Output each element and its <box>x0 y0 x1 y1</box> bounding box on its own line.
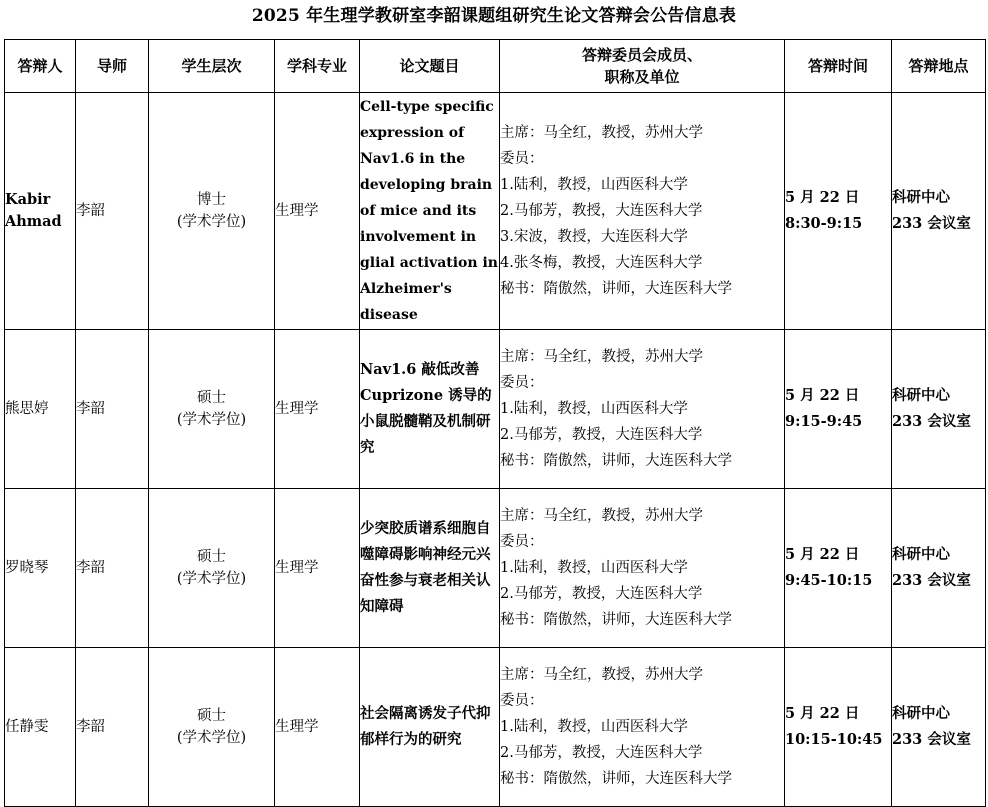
student-name-cell <box>5 93 76 330</box>
advisor-cell: 李韶 <box>76 330 149 489</box>
committee-secretary: 秘书：隋傲然，讲师，大连医科大学 <box>500 453 732 469</box>
header-time: 答辩时间 <box>785 40 892 93</box>
defense-location-cell: 科研中心 233 会议室 <box>892 489 986 648</box>
level-cell <box>149 93 275 330</box>
committee-chair: 主席：马全红，教授，苏州大学 <box>500 349 703 365</box>
defense-time-cell <box>785 93 892 330</box>
student-name-cell: 熊思婷 <box>5 330 76 489</box>
major-cell: 生理学 <box>275 648 360 807</box>
header-thesis: 论文题目 <box>360 40 500 93</box>
level-degree: 硕士 <box>197 549 226 565</box>
thesis-title-cell: 社会隔离诱发子代抑郁样行为的研究 <box>360 648 500 807</box>
major-cell: 生理学 <box>275 489 360 648</box>
advisor-cell: 李韶 <box>76 489 149 648</box>
committee-secretary: 秘书：隋傲然，讲师，大连医科大学 <box>500 281 732 297</box>
table-row <box>5 93 986 330</box>
defense-location-cell: 科研中心 233 会议室 <box>892 648 986 807</box>
header-major: 学科专业 <box>275 40 360 93</box>
committee-cell <box>500 330 785 489</box>
header-level: 学生层次 <box>149 40 275 93</box>
level-cell <box>149 330 275 489</box>
major-cell: 生理学 <box>275 330 360 489</box>
student-name-cell: 任静雯 <box>5 648 76 807</box>
student-name-line1: Kabir <box>5 191 51 208</box>
defense-time-range: 8:30-9:15 <box>785 215 863 232</box>
committee-member: 4.张冬梅，教授，大连医科大学 <box>500 255 703 271</box>
committee-cell <box>500 489 785 648</box>
level-degree: 博士 <box>197 192 226 208</box>
defense-time-range: 9:15-9:45 <box>785 413 863 430</box>
committee-secretary: 秘书：隋傲然，讲师，大连医科大学 <box>500 771 732 787</box>
committee-chair: 主席：马全红，教授，苏州大学 <box>500 667 703 683</box>
table-row <box>5 330 986 489</box>
committee-member: 2.马郁芳，教授，大连医科大学 <box>500 586 703 602</box>
level-cell <box>149 489 275 648</box>
thesis-title-cell: Nav1.6 敲低改善 Cuprizone 诱导的小鼠脱髓鞘及机制研究 <box>360 330 500 489</box>
advisor-cell: 李韶 <box>76 648 149 807</box>
header-advisor: 导师 <box>76 40 149 93</box>
defense-date: 5 月 22 日 <box>785 546 860 563</box>
table-header-row <box>5 40 986 93</box>
defense-time-range: 9:45-10:15 <box>785 572 873 589</box>
student-name-line2: Ahmad <box>5 213 62 230</box>
level-degree: 硕士 <box>197 390 226 406</box>
committee-members-label: 委员： <box>500 534 544 550</box>
committee-members-label: 委员： <box>500 375 544 391</box>
defense-date: 5 月 22 日 <box>785 705 860 722</box>
committee-members-label: 委员： <box>500 693 544 709</box>
advisor-cell: 李韶 <box>76 93 149 330</box>
defense-time-cell <box>785 330 892 489</box>
committee-member: 1.陆利，教授，山西医科大学 <box>500 177 688 193</box>
defense-time-cell <box>785 648 892 807</box>
committee-member: 1.陆利，教授，山西医科大学 <box>500 401 688 417</box>
defense-time-range: 10:15-10:45 <box>785 731 883 748</box>
header-committee-line1: 答辩委员会成员、 <box>581 46 702 64</box>
level-cell <box>149 648 275 807</box>
defense-date: 5 月 22 日 <box>785 387 860 404</box>
committee-chair: 主席：马全红，教授，苏州大学 <box>500 508 703 524</box>
student-name-cell: 罗晓琴 <box>5 489 76 648</box>
table-row <box>5 489 986 648</box>
table-row <box>5 648 986 807</box>
defense-location-cell: 科研中心 233 会议室 <box>892 330 986 489</box>
defense-date: 5 月 22 日 <box>785 189 860 206</box>
header-committee <box>500 40 785 93</box>
thesis-title-cell: Cell-type specific expression of Nav1.6 in the developing brain of mice and its involvement in glial activation in Alzheimer's disease <box>360 93 500 330</box>
committee-cell <box>500 93 785 330</box>
level-type: (学术学位) <box>176 730 247 746</box>
defense-location-cell: 科研中心 233 会议室 <box>892 93 986 330</box>
level-type: (学术学位) <box>176 412 247 428</box>
major-cell: 生理学 <box>275 93 360 330</box>
document-title: 2025 年生理学教研室李韶课题组研究生论文答辩会公告信息表 <box>251 6 737 26</box>
committee-member: 2.马郁芳，教授，大连医科大学 <box>500 745 703 761</box>
committee-member: 1.陆利，教授，山西医科大学 <box>500 719 688 735</box>
level-type: (学术学位) <box>176 214 247 230</box>
level-type: (学术学位) <box>176 571 247 587</box>
committee-member: 2.马郁芳，教授，大连医科大学 <box>500 203 703 219</box>
thesis-title-cell: 少突胶质谱系细胞自噬障碍影响神经元兴奋性参与衰老相关认知障碍 <box>360 489 500 648</box>
committee-chair: 主席：马全红，教授，苏州大学 <box>500 125 703 141</box>
committee-cell <box>500 648 785 807</box>
committee-members-label: 委员： <box>500 151 544 167</box>
header-student: 答辩人 <box>5 40 76 93</box>
committee-member: 1.陆利，教授，山西医科大学 <box>500 560 688 576</box>
committee-member: 3.宋波，教授，大连医科大学 <box>500 229 688 245</box>
committee-secretary: 秘书：隋傲然，讲师，大连医科大学 <box>500 612 732 628</box>
committee-member: 2.马郁芳，教授，大连医科大学 <box>500 427 703 443</box>
defense-schedule-table <box>4 39 986 807</box>
header-committee-line2: 职称及单位 <box>604 68 680 86</box>
header-place: 答辩地点 <box>892 40 986 93</box>
level-degree: 硕士 <box>197 708 226 724</box>
defense-time-cell <box>785 489 892 648</box>
